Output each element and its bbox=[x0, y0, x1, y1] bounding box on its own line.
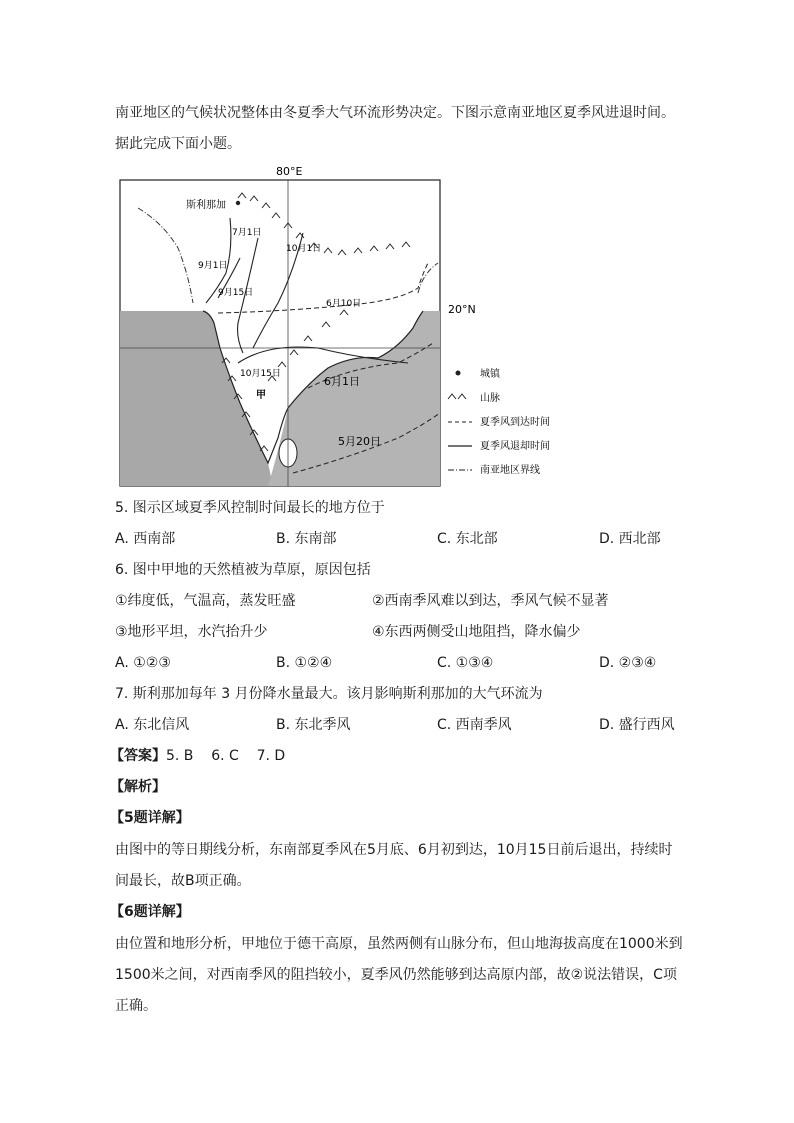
line-label-may20: 5月20日 bbox=[338, 435, 381, 448]
line-label-oct15: 10月15日 bbox=[240, 369, 281, 379]
line-label-jun10: 6月10日 bbox=[326, 299, 362, 309]
legend-town: 城镇 bbox=[480, 369, 500, 380]
q7-stem: 7. 斯利那加每年 3 月份降水量最大。该月影响斯利那加的大气环流为 bbox=[115, 686, 543, 702]
city-srinagar bbox=[236, 201, 240, 205]
line-label-sep1: 9月1日 bbox=[198, 261, 228, 271]
q7-option-d: D. 盛行西风 bbox=[599, 717, 675, 733]
q6-statement-1: ①纬度低，气温高，蒸发旺盛 bbox=[115, 593, 296, 609]
line-label-jun1: 6月1日 bbox=[324, 375, 360, 388]
q5-option-c: C. 东北部 bbox=[437, 531, 498, 547]
q7-option-b: B. 东北季风 bbox=[276, 717, 351, 733]
line-label-sep15: 9月15日 bbox=[218, 288, 254, 298]
q6-statement-2: ②西南季风难以到达，季风气候不显著 bbox=[372, 593, 609, 609]
q6-option-b: B. ①②④ bbox=[276, 655, 333, 671]
detail-5-line-2: 间最长，故B项正确。 bbox=[115, 873, 251, 889]
place-jia: 甲 bbox=[256, 390, 266, 401]
line-label-jul1: 7月1日 bbox=[232, 228, 262, 238]
detail-5-line-1: 由图中的等日期线分析，东南部夏季风在5月底、6月初到达，10月15日前后退出，持续时 bbox=[115, 842, 673, 858]
answer-line bbox=[110, 746, 285, 766]
q5-option-d: D. 西北部 bbox=[599, 531, 661, 547]
intro-line-1: 南亚地区的气候状况整体由冬夏季大气环流形势决定。下图示意南亚地区夏季风进退时间。 bbox=[115, 105, 675, 121]
q6-option-d: D. ②③④ bbox=[599, 655, 657, 671]
detail-6-title: 【6题详解】 bbox=[110, 904, 190, 920]
q5-stem: 5. 图示区域夏季风控制时间最长的地方位于 bbox=[115, 500, 385, 516]
intro-line-2: 据此完成下面小题。 bbox=[115, 136, 241, 152]
q6-option-c: C. ①③④ bbox=[437, 655, 494, 671]
q7-option-c: C. 西南季风 bbox=[437, 717, 512, 733]
analysis-label: 【解析】 bbox=[110, 779, 166, 795]
q6-stem: 6. 图中甲地的天然植被为草原，原因包括 bbox=[115, 562, 371, 578]
lon-label: 80°E bbox=[276, 165, 303, 178]
legend-border: 南亚地区界线 bbox=[480, 465, 540, 476]
detail-5-title: 【5题详解】 bbox=[110, 810, 190, 826]
answer-label: 【答案】 bbox=[110, 748, 166, 764]
q6-statement-3: ③地形平坦，水汽抬升少 bbox=[115, 624, 268, 640]
detail-6-line-1: 由位置和地形分析，甲地位于德干高原，虽然两侧有山脉分布，但山地海拔高度在1000米到 bbox=[115, 936, 683, 952]
q5-option-b: B. 东南部 bbox=[276, 531, 337, 547]
line-label-oct1: 10月1日 bbox=[286, 244, 322, 254]
legend-arrive: 夏季风到达时间 bbox=[480, 417, 550, 428]
map-legend bbox=[448, 367, 550, 476]
monsoon-map bbox=[118, 163, 598, 488]
q6-statement-4: ④东西两侧受山地阻挡，降水偏少 bbox=[372, 624, 581, 640]
detail-6-line-3: 正确。 bbox=[115, 998, 157, 1014]
legend-retreat: 夏季风退却时间 bbox=[480, 441, 550, 452]
q5-option-a: A. 西南部 bbox=[115, 531, 176, 547]
q7-option-a: A. 东北信风 bbox=[115, 717, 190, 733]
legend-mountain: 山脉 bbox=[480, 393, 500, 404]
detail-6-line-2: 1500米之间，对西南季风的阻挡较小，夏季风仍然能够到达高原内部，故②说法错误，C项 bbox=[115, 967, 677, 983]
city-label: 斯利那加 bbox=[186, 200, 226, 211]
answer-values: 5. B 6. C 7. D bbox=[166, 748, 286, 764]
lat-label: 20°N bbox=[448, 303, 476, 316]
q6-option-a: A. ①②③ bbox=[115, 655, 171, 671]
